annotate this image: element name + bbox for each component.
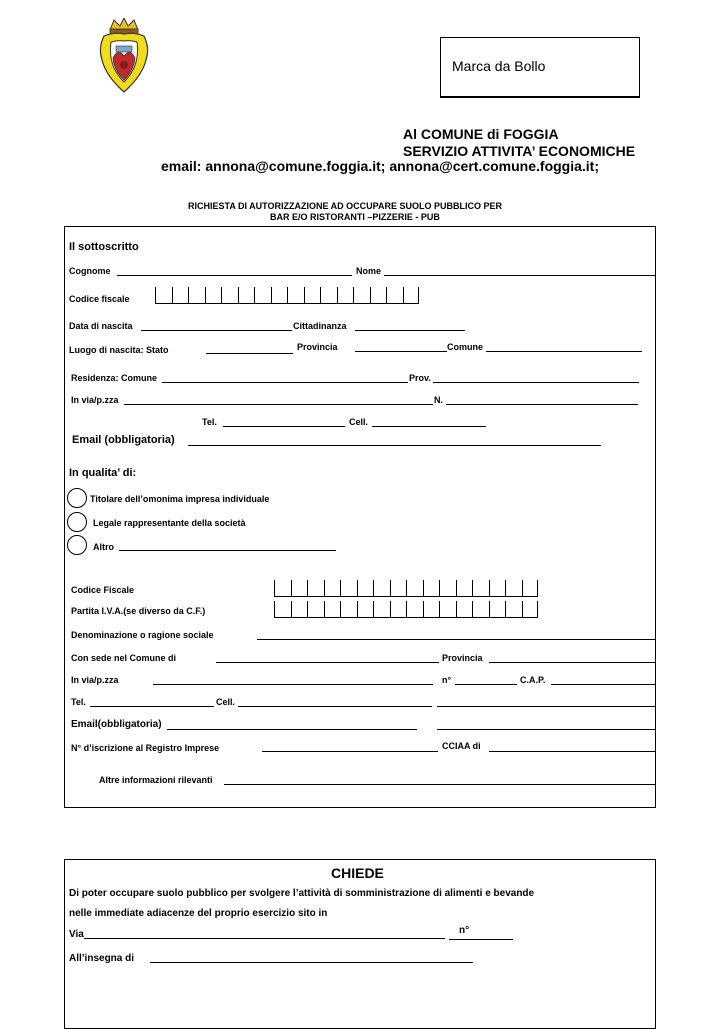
stato-nascita-field[interactable] <box>206 353 293 354</box>
department-line: SERVIZIO ATTIVITA’ ECONOMICHE <box>403 143 636 159</box>
partita-iva-label: Partita I.V.A.(se diverso da C.F.) <box>71 606 206 616</box>
insegna-label: All’insegna di <box>69 953 135 964</box>
company-tel-field[interactable] <box>90 706 214 707</box>
company-extra-field[interactable] <box>437 706 656 707</box>
residenza-numero-field[interactable] <box>446 404 638 405</box>
codice-fiscale-boxes[interactable] <box>155 287 419 304</box>
capacity-heading: In qualita’ di: <box>69 467 137 479</box>
option-legale-rappresentante-radio[interactable] <box>67 512 87 532</box>
cell-label: Cell. <box>349 417 369 427</box>
nome-field[interactable] <box>384 275 656 276</box>
data-nascita-field[interactable] <box>141 330 292 331</box>
company-codice-fiscale-label: Codice Fiscale <box>71 585 135 595</box>
company-tel-label: Tel. <box>71 697 86 707</box>
altre-info-field[interactable] <box>224 784 656 785</box>
option-altro-field[interactable] <box>119 550 336 551</box>
company-codice-fiscale-boxes[interactable] <box>274 580 538 597</box>
company-cell-field[interactable] <box>238 706 432 707</box>
residenza-prov-label: Prov. <box>409 373 431 383</box>
request-text-line1: Di poter occupare suolo pubblico per svolgere l’attività di somministrazione di alimenti e bevande <box>69 888 535 899</box>
codice-fiscale-label: Codice fiscale <box>69 294 130 304</box>
email-field[interactable] <box>188 445 601 446</box>
coat-of-arms-logo <box>96 18 152 94</box>
comune-nascita-field[interactable] <box>486 351 642 352</box>
option-altro-radio[interactable] <box>67 535 87 555</box>
company-email-label: Email(obbligatoria) <box>71 719 162 730</box>
nome-label: Nome <box>356 266 382 276</box>
company-email-extra-field[interactable] <box>437 729 656 730</box>
luogo-nascita-label: Luogo di nascita: Stato <box>69 345 169 355</box>
request-box <box>64 859 656 1029</box>
stamp-box-label: Marca da Bollo <box>452 58 546 74</box>
option-altro-label: Altro <box>93 542 114 552</box>
provincia-nascita-label: Provincia <box>297 342 338 352</box>
cell-field[interactable] <box>372 426 486 427</box>
altre-info-label: Altre informazioni rilevanti <box>99 775 213 785</box>
cognome-label: Cognome <box>69 266 111 276</box>
residenza-label: Residenza: Comune <box>71 373 158 383</box>
sede-cap-label: C.A.P. <box>520 675 546 685</box>
option-titolare-label: Titolare dell’omonima impresa individuale <box>90 494 270 504</box>
comune-nascita-label: Comune <box>447 342 483 352</box>
registro-imprese-label: N° d’iscrizione al Registro Imprese <box>71 743 220 753</box>
denominazione-label: Denominazione o ragione sociale <box>71 630 214 640</box>
denominazione-field[interactable] <box>257 639 656 640</box>
request-text-line2: nelle immediate adiacenze del proprio esercizio sito in <box>69 908 328 919</box>
request-via-label: Via <box>69 929 84 940</box>
addressee-line: Al COMUNE di FOGGIA <box>403 126 559 142</box>
sede-provincia-label: Provincia <box>442 653 483 663</box>
partita-iva-boxes[interactable] <box>274 601 538 618</box>
insegna-field[interactable] <box>150 962 473 963</box>
request-title-line2: BAR E/O RISTORANTI –PIZZERIE - PUB <box>270 212 440 222</box>
sede-numero-field[interactable] <box>455 684 517 685</box>
residenza-prov-field[interactable] <box>433 382 639 383</box>
request-numero-field[interactable] <box>449 939 513 940</box>
cittadinanza-label: Cittadinanza <box>293 321 347 331</box>
tel-field[interactable] <box>223 426 345 427</box>
residenza-comune-field[interactable] <box>162 382 408 383</box>
cciaa-field[interactable] <box>489 751 656 752</box>
email-label: Email (obbligatoria) <box>72 434 175 446</box>
company-email-field[interactable] <box>167 729 417 730</box>
residenza-numero-label: N. <box>434 395 443 405</box>
tel-label: Tel. <box>202 417 217 427</box>
stamp-box <box>440 37 640 98</box>
request-via-field[interactable] <box>84 938 445 939</box>
request-title-line1: RICHIESTA DI AUTORIZZAZIONE AD OCCUPARE SUOLO PUBBLICO PER <box>188 201 503 211</box>
email-line: email: annona@comune.foggia.it; annona@cert.comune.foggia.it; <box>161 158 599 174</box>
cciaa-label: CCIAA di <box>442 741 481 751</box>
data-nascita-label: Data di nascita <box>69 321 133 331</box>
residenza-via-label: In via/p.zza <box>71 395 119 405</box>
sede-via-label: In via/p.zza <box>71 675 119 685</box>
cittadinanza-field[interactable] <box>355 330 465 331</box>
request-numero-label: n° <box>459 925 470 936</box>
request-heading: CHIEDE <box>331 865 384 881</box>
sede-numero-label: n° <box>442 675 452 685</box>
sede-via-field[interactable] <box>153 684 433 685</box>
registro-imprese-field[interactable] <box>262 751 438 752</box>
sede-cap-field[interactable] <box>551 684 656 685</box>
residenza-via-field[interactable] <box>124 404 433 405</box>
sede-comune-label: Con sede nel Comune di <box>71 653 177 663</box>
option-legale-rappresentante-label: Legale rappresentante della società <box>93 518 246 528</box>
provincia-nascita-field[interactable] <box>355 351 447 352</box>
sede-provincia-field[interactable] <box>489 662 656 663</box>
cognome-field[interactable] <box>117 275 352 276</box>
option-titolare-radio[interactable] <box>67 488 87 508</box>
applicant-heading: Il sottoscritto <box>69 241 139 253</box>
sede-comune-field[interactable] <box>216 662 439 663</box>
company-cell-label: Cell. <box>216 697 236 707</box>
